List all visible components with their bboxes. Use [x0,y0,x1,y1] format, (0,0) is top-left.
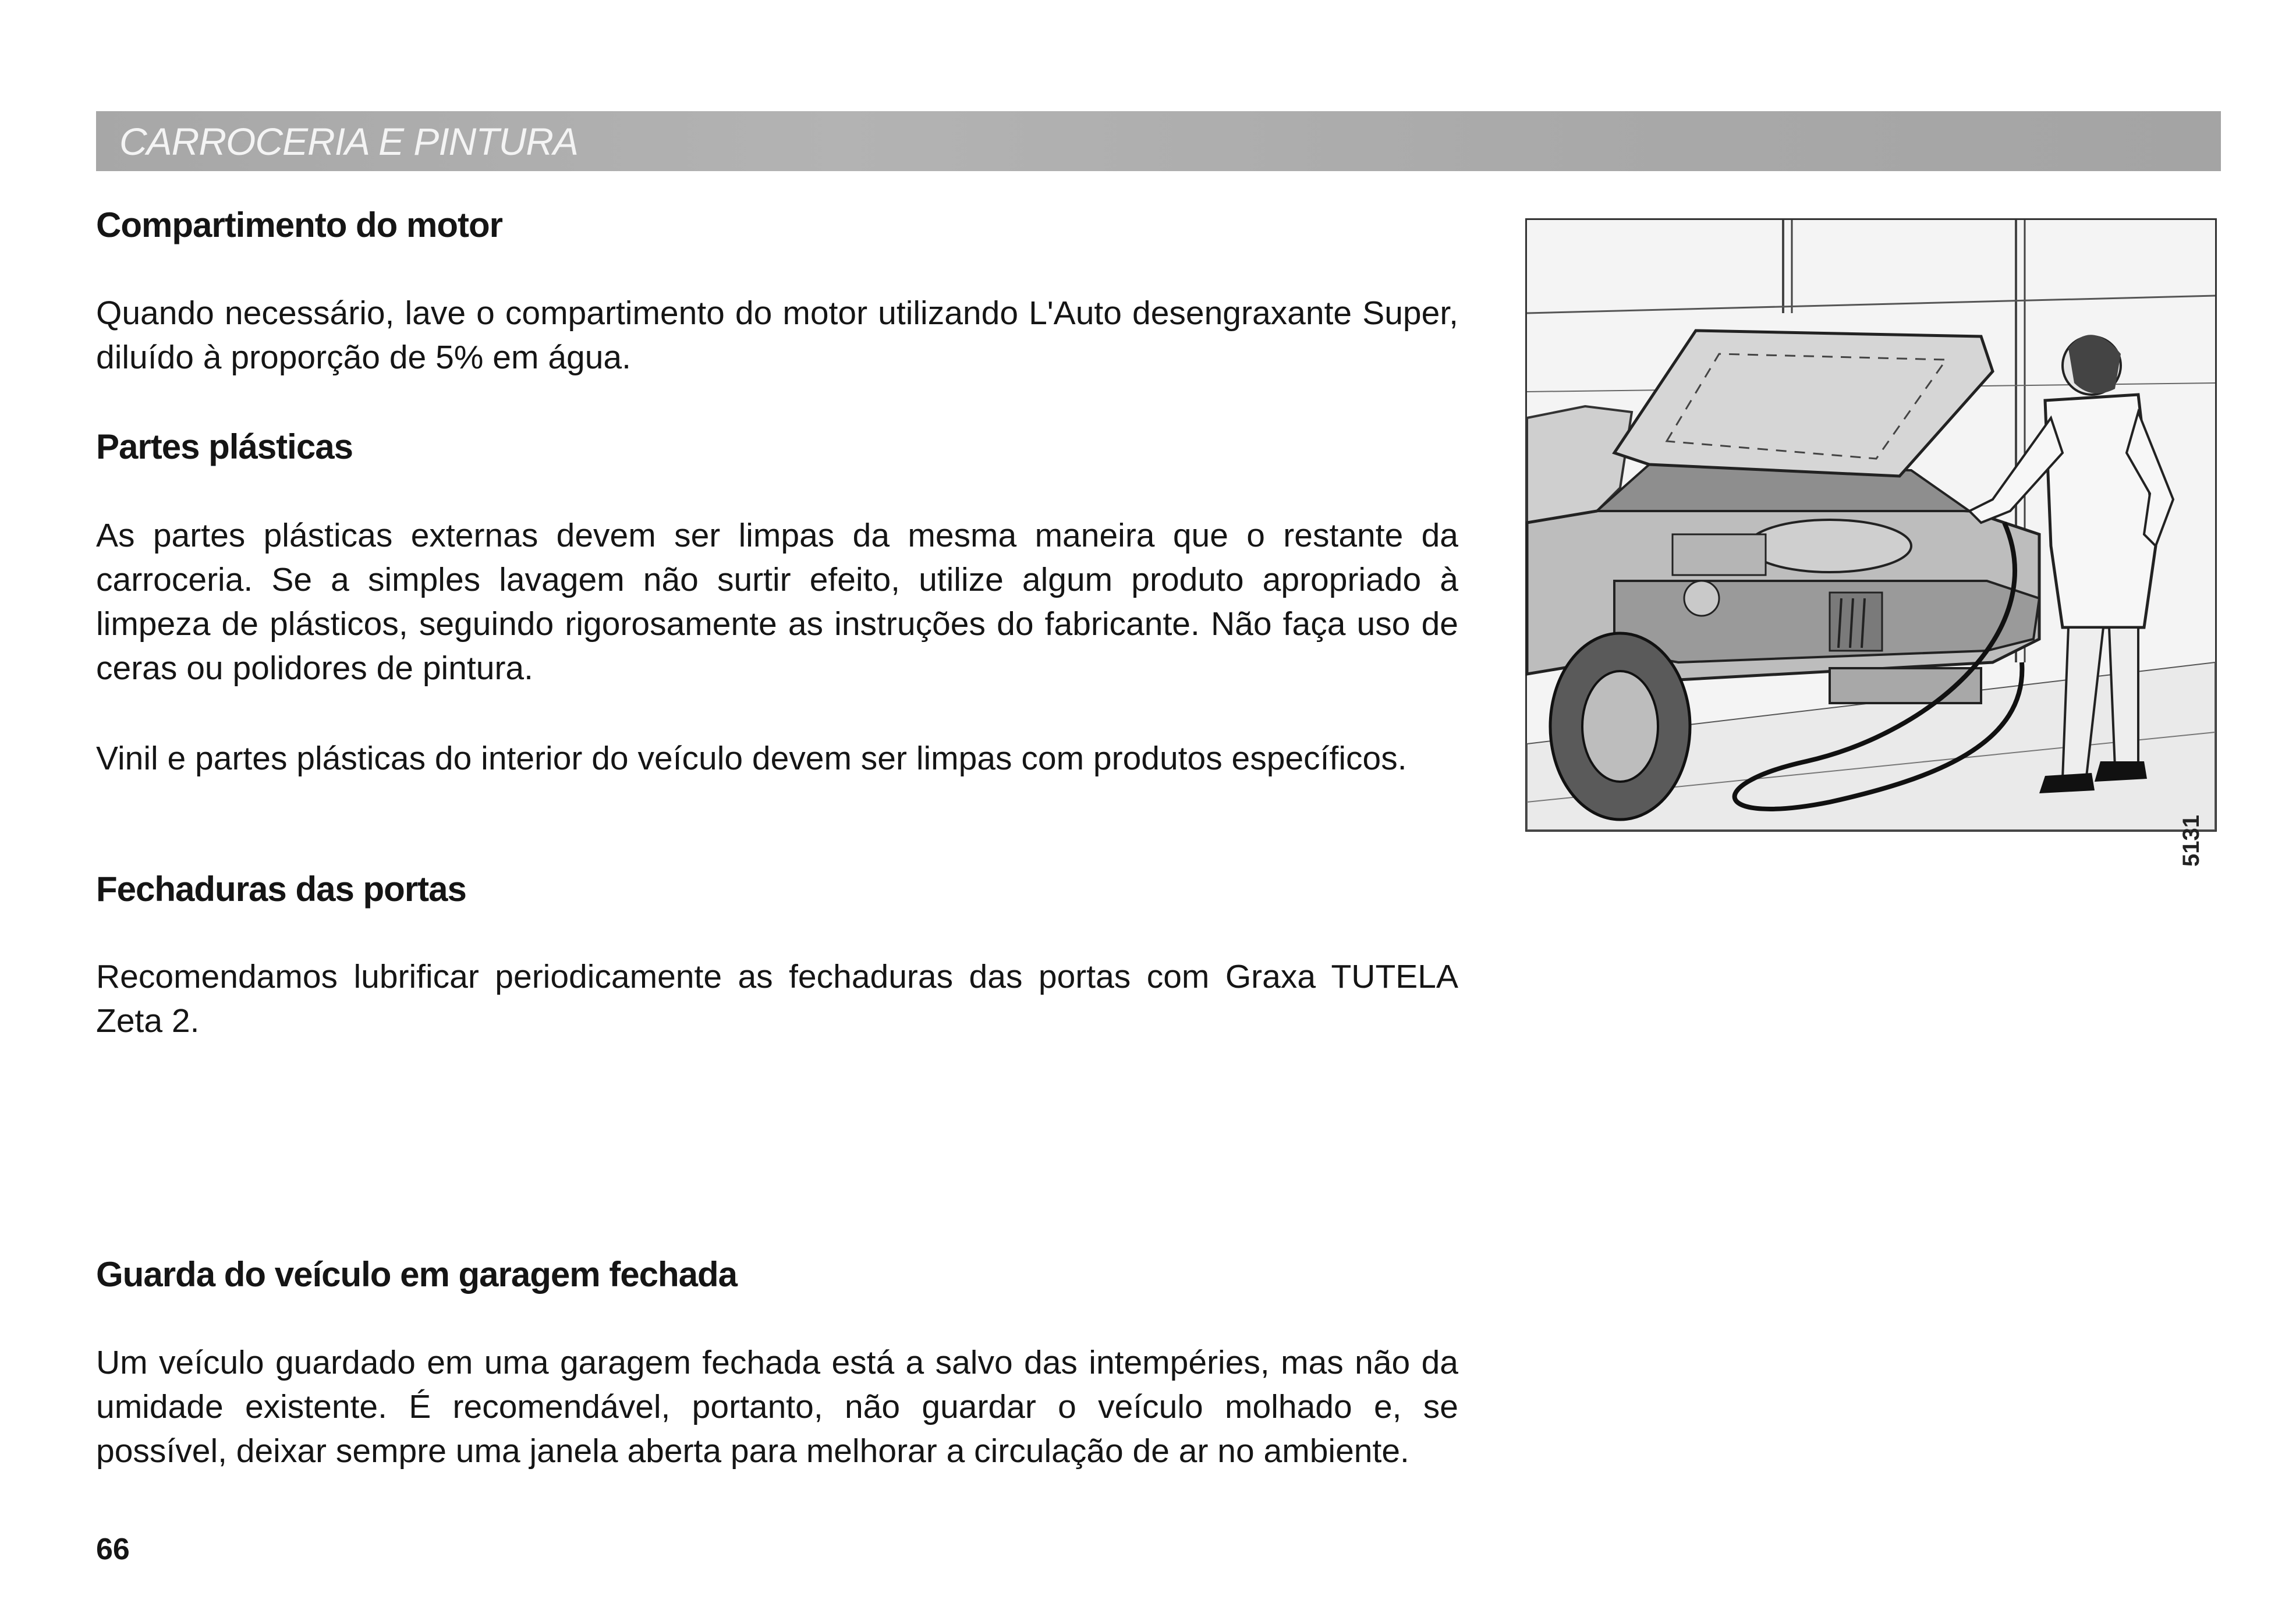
section-header-bar [96,111,2221,171]
heading-compartimento-motor: Compartimento do motor [96,205,502,244]
paragraph-partes-plasticas-1: As partes plásticas externas devem ser limpas da mesma maneira que o restante da carroceria. Se a simples lavagem não surtir efeito, utilize algum produto apropriado à limpeza de plásticos, seguindo rigorosamente as instruções do fabricante. Não faça uso de ceras ou polidores de pintura. [96,517,1458,687]
heading-partes-plasticas: Partes plásticas [96,427,353,466]
paragraph-guarda-veiculo: Um veículo guardado em uma garagem fechada está a salvo das intempéries, mas não da umidade existente. É recomendável, portanto, não guardar o veículo molhado e, se possível, deixar sempre uma janela aberta para melhorar a circulação de ar no ambiente. [96,1344,1458,1470]
paragraph-fechaduras-portas: Recomendamos lubrificar periodicamente as fechaduras das portas com Graxa TUTELA Zeta 2. [96,958,1458,1040]
figure-number: 5131 [2178,815,2204,867]
paragraph-compartimento-motor: Quando necessário, lave o compartimento do motor utilizando L'Auto desengraxante Super, diluído à proporção de 5% em água. [96,295,1458,376]
car-mechanic-drawing [1527,220,2215,830]
heading-fechaduras-portas: Fechaduras das portas [96,870,466,909]
section-title: CARROCERIA E PINTURA [119,120,578,163]
engine-wash-illustration [1525,218,2217,867]
paragraph-partes-plasticas-2: Vinil e partes plásticas do interior do veículo devem ser limpas com produtos específicos. [96,740,1407,777]
page-number: 66 [96,1533,130,1566]
heading-guarda-veiculo: Guarda do veículo em garagem fechada [96,1255,738,1294]
